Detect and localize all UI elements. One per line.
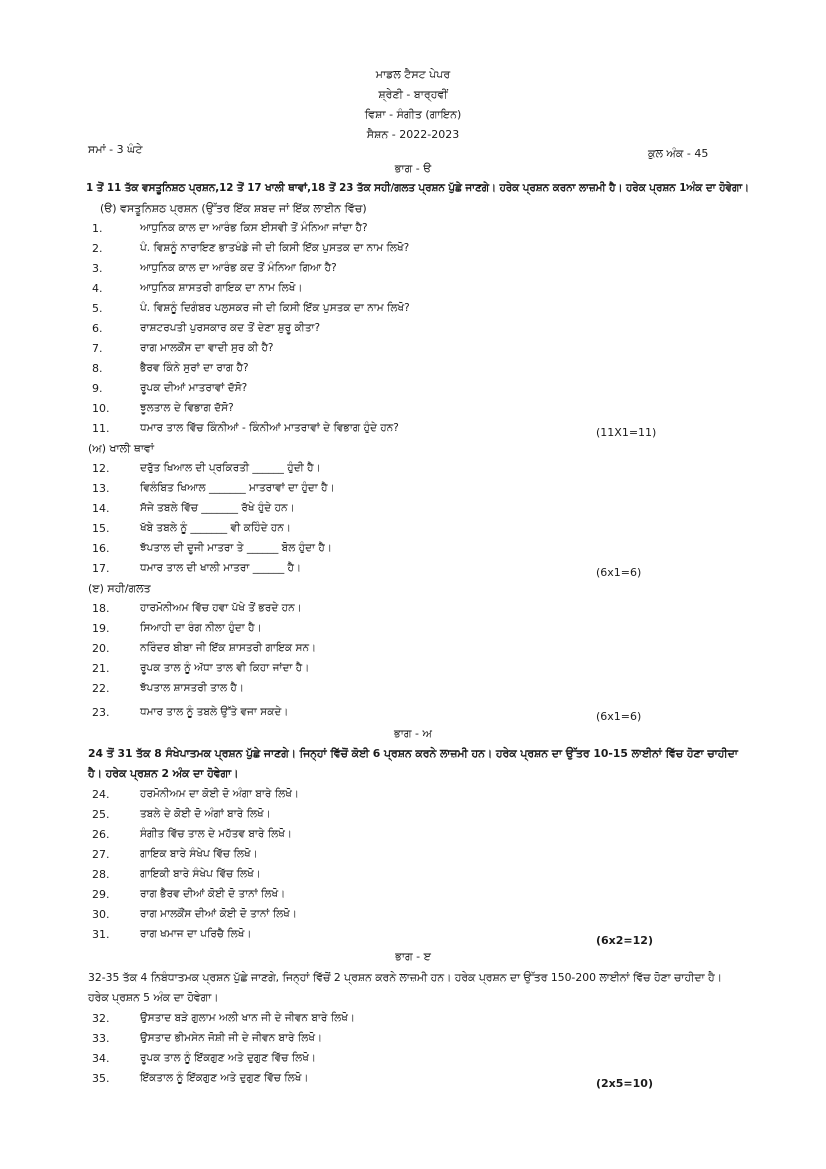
question-number: 5. [92,302,103,315]
question-number: 26. [92,828,110,841]
question-text: ਰੂਪਕ ਦੀਆਂ ਮਾਤਰਾਵਾਂ ਦੱਸੋ? [140,382,248,394]
question-number: 20. [92,642,110,655]
question-text: ਇੱਕਤਾਲ ਨੂੰ ਇੱਕਗੁਣ ਅਤੇ ਦੁਗੁਣ ਵਿੱਚ ਲਿਖੋ। [140,1072,309,1084]
question-number: 23. [92,706,110,719]
question-text: ਝੂਲਤਾਲ ਦੇ ਵਿਭਾਗ ਦੱਸੋ? [140,402,234,414]
question-number: 1. [92,222,103,235]
question-text: ਧਮਾਰ ਤਾਲ ਦੀ ਖਾਲੀ ਮਾਤਰਾ ______ ਹੈ। [140,562,302,574]
part-a-heading: ਭਾਗ - ੳ [394,162,432,175]
question-text: ਝੱਪਤਾਲ ਦੀ ਦੂਜੀ ਮਾਤਰਾ ਤੇ ______ ਬੋਲ ਹੁੰਦਾ ਹੈ। [140,542,332,554]
question-text: ਰੂਪਕ ਤਾਲ ਨੂੰ ਇੱਕਗੁਣ ਅਤੇ ਦੁਗੁਣ ਵਿੱਚ ਲਿਖੋ। [140,1052,316,1064]
question-text: ਹਾਰਮੋਨੀਅਮ ਵਿੱਚ ਹਵਾ ਪੱਖੇ ਤੋਂ ਭਰਦੇ ਹਨ। [140,602,302,614]
question-text: ਰਾਗ ਮਾਲਕੌਂਸ ਦੀਆਂ ਕੋਈ ਦੋ ਤਾਨਾਂ ਲਿਖੋ। [140,908,297,920]
question-text: ਹਰਮੋਨੀਅਮ ਦਾ ਕੋਈ ਦੋ ਅੰਗਾ ਬਾਰੇ ਲਿਖੋ। [140,788,299,800]
question-number: 13. [92,482,110,495]
question-text: ਰਾਗ ਖਮਾਜ ਦਾ ਪਰਿਚੈ ਲਿਖੋ। [140,928,252,940]
question-number: 3. [92,262,103,275]
total-marks: ਕੁਲ ਅੰਕ - 45 [648,147,709,160]
question-number: 4. [92,282,103,295]
question-text: ਰਾਸ਼ਟਰਪਤੀ ਪੁਰਸਕਾਰ ਕਦ ਤੋਂ ਦੇਣਾ ਸ਼ੁਰੂ ਕੀਤਾ? [140,322,321,334]
question-number: 8. [92,362,103,375]
section-b-label: (ਅ) ਖਾਲੀ ਥਾਵਾਂ [88,442,155,455]
question-number: 30. [92,908,110,921]
question-number: 12. [92,462,110,475]
paper-title: ਮਾਡਲ ਟੈਸਟ ਪੇਪਰ [375,68,451,81]
question-number: 9. [92,382,103,395]
question-number: 31. [92,928,110,941]
question-text: ਉਸਤਾਦ ਭੀਮਸੇਨ ਜੋਸ਼ੀ ਜੀ ਦੇ ਜੀਵਨ ਬਾਰੇ ਲਿਖੋ। [140,1032,323,1044]
section-a-marks: (11X1=11) [596,426,657,439]
question-number: 18. [92,602,110,615]
part-b-instructions: 24 ਤੋਂ 31 ਤੱਕ 8 ਸੰਖੇਪਾਤਮਕ ਪ੍ਰਸ਼ਨ ਪੁੱਛੇ ਜਾਣਗੇ। ਜਿਨ੍ਹਾਂ ਵਿੱਚੋਂ ਕੋਈ 6 ਪ੍ਰਸ਼ਨ ਕਰਨੇ ਲਾਜ਼ਮੀ ਹਨ। ਹਰੇਕ ਪ੍ਰਸ਼ਨ ਦਾ ਉੱਤਰ 10-15 ਲਾਈਨਾਂ ਵਿੱਚ ਹੋਣਾ ਚਾਹੀਦਾ ਹੈ। ਹਰੇਕ ਪ੍ਰਸ਼ਨ 2 ਅੰਕ ਦਾ ਹੋਵੇਗਾ। [88,747,738,780]
question-text: ਦਰੁੱਤ ਖਿਆਲ ਦੀ ਪ੍ਰਕਿਰਤੀ ______ ਹੁੰਦੀ ਹੈ। [140,462,321,474]
question-number: 21. [92,662,110,675]
question-text: ਸਿਆਹੀ ਦਾ ਰੰਗ ਨੀਲਾ ਹੁੰਦਾ ਹੈ। [140,622,262,634]
question-text: ਉਸਤਾਦ ਬੜੇ ਗੁਲਾਮ ਅਲੀ ਖਾਨ ਜੀ ਦੇ ਜੀਵਨ ਬਾਰੇ ਲਿਖੋ। [140,1012,355,1024]
question-text: ਤਬਲੇ ਦੇ ਕੋਈ ਦੋ ਅੰਗਾਂ ਬਾਰੇ ਲਿਖੋ। [140,808,271,820]
question-number: 35. [92,1072,110,1085]
part-b-marks: (6x2=12) [596,934,653,947]
time-allowed: ਸਮਾਂ - 3 ਘੰਟੇ [88,143,143,156]
question-number: 34. [92,1052,110,1065]
question-number: 22. [92,682,110,695]
question-number: 11. [92,422,110,435]
question-text: ਝੱਪਤਾਲ ਸ਼ਾਸਤਰੀ ਤਾਲ ਹੈ। [140,682,244,694]
part-c-heading: ਭਾਗ - ੲ [395,950,431,963]
question-number: 24. [92,788,110,801]
question-text: ਸੰਗੀਤ ਵਿੱਚ ਤਾਲ ਦੇ ਮਹੱਤਵ ਬਾਰੇ ਲਿਖੋ। [140,828,292,840]
question-text: ਸੱਜੇ ਤਬਲੇ ਵਿੱਚ _______ ਰੱਖੇ ਹੁੰਦੇ ਹਨ। [140,502,295,514]
question-number: 10. [92,402,110,415]
question-text: ਰੂਪਕ ਤਾਲ ਨੂੰ ਅੱਧਾ ਤਾਲ ਵੀ ਕਿਹਾ ਜਾਂਦਾ ਹੈ। [140,662,310,674]
question-text: ਭੈਰਵ ਕਿੰਨੇ ਸੁਰਾਂ ਦਾ ਰਾਗ ਹੈ? [140,362,249,374]
question-text: ਧਮਾਰ ਤਾਲ ਵਿੱਚ ਕਿੰਨੀਆਂ - ਕਿੰਨੀਆਂ ਮਾਤਰਾਵਾਂ ਦੇ ਵਿਭਾਗ ਹੁੰਦੇ ਹਨ? [140,422,399,434]
section-c-marks: (6x1=6) [596,710,642,723]
question-number: 27. [92,848,110,861]
class-line: ਸ਼੍ਰੇਣੀ - ਬਾਰ੍ਹਵੀਂ [378,88,448,101]
question-number: 29. [92,888,110,901]
question-text: ਆਧੁਨਿਕ ਕਾਲ ਦਾ ਆਰੰਭ ਕਿਸ ਈਸਵੀ ਤੋਂ ਮੰਨਿਆ ਜਾਂਦਾ ਹੈ? [140,222,368,234]
question-text: ਰਾਗ ਭੈਰਵ ਦੀਆਂ ਕੋਈ ਦੋ ਤਾਨਾਂ ਲਿਖੋ। [140,888,286,900]
question-text: ਖੱਬੇ ਤਬਲੇ ਨੂੰ _______ ਵੀ ਕਹਿੰਦੇ ਹਨ। [140,522,291,534]
question-number: 6. [92,322,103,335]
question-number: 15. [92,522,110,535]
part-c-marks: (2x5=10) [596,1077,653,1090]
question-number: 2. [92,242,103,255]
question-number: 16. [92,542,110,555]
question-number: 28. [92,868,110,881]
session-line: ਸੈਸ਼ਨ - 2022-2023 [366,128,460,141]
question-number: 19. [92,622,110,635]
question-number: 33. [92,1032,110,1045]
question-text: ਆਧੁਨਿਕ ਕਾਲ ਦਾ ਆਰੰਭ ਕਦ ਤੋਂ ਮੰਨਿਆ ਗਿਆ ਹੈ? [140,262,337,274]
part-c-instructions: 32-35 ਤੱਕ 4 ਨਿਬੰਧਾਤਮਕ ਪ੍ਰਸ਼ਨ ਪੁੱਛੇ ਜਾਣਗੇ, ਜਿਨ੍ਹਾਂ ਵਿੱਚੋਂ 2 ਪ੍ਰਸ਼ਨ ਕਰਨੇ ਲਾਜ਼ਮੀ ਹਨ। ਹਰੇਕ ਪ੍ਰਸ਼ਨ ਦਾ ਉੱਤਰ 150-200 ਲਾਈਨਾਂ ਵਿੱਚ ਹੋਣਾ ਚਾਹੀਦਾ ਹੈ। ਹਰੇਕ ਪ੍ਰਸ਼ਨ 5 ਅੰਕ ਦਾ ਹੋਵੇਗਾ। [88,971,722,1004]
question-text: ਗਾਇਕੀ ਬਾਰੇ ਸੰਖੇਪ ਵਿੱਚ ਲਿਖੋ। [140,868,261,880]
question-number: 14. [92,502,110,515]
question-text: ਪੰ. ਵਿਸ਼ਨੂੰ ਦਿਗੰਬਰ ਪਲੁਸਕਰ ਜੀ ਦੀ ਕਿਸੀ ਇੱਕ ਪੁਸਤਕ ਦਾ ਨਾਮ ਲਿਖੋ? [140,302,410,314]
question-text: ਰਾਗ ਮਾਲਕੌਂਸ ਦਾ ਵਾਦੀ ਸੁਰ ਕੀ ਹੈ? [140,342,274,354]
question-text: ਨਰਿੰਦਰ ਬੀਬਾ ਜੀ ਇੱਕ ਸ਼ਾਸਤਰੀ ਗਾਇਕ ਸਨ। [140,642,317,654]
part-a-instructions: 1 ਤੋਂ 11 ਤੱਕ ਵਸਤੂਨਿਸ਼ਠ ਪ੍ਰਸ਼ਨ,12 ਤੋਂ 17 ਖਾਲੀ ਥਾਵਾਂ,18 ਤੋਂ 23 ਤੱਕ ਸਹੀ/ਗਲਤ ਪ੍ਰਸ਼ਨ ਪੁੱਛੇ ਜਾਣਗੇ। ਹਰੇਕ ਪ੍ਰਸ਼ਨ ਕਰਨਾ ਲਾਜ਼ਮੀ ਹੈ। ਹਰੇਕ ਪ੍ਰਸ਼ਨ 1ਅੰਕ ਦਾ ਹੋਵੇਗਾ। [86,182,749,194]
subject-line: ਵਿਸ਼ਾ - ਸੰਗੀਤ (ਗਾਇਨ) [364,108,462,121]
question-text: ਧਮਾਰ ਤਾਲ ਨੂੰ ਤਬਲੇ ਉੱਤੇ ਵਜਾ ਸਕਦੇ। [140,706,289,718]
question-text: ਆਧੁਨਿਕ ਸ਼ਾਸਤਰੀ ਗਾਇਕ ਦਾ ਨਾਮ ਲਿਖੋ। [140,282,303,294]
part-b-heading: ਭਾਗ - ਅ [394,727,432,740]
section-c-label: (ੲ) ਸਹੀ/ਗਲਤ [88,582,151,595]
question-number: 32. [92,1012,110,1025]
question-number: 7. [92,342,103,355]
question-text: ਗਾਇਕ ਬਾਰੇ ਸੰਖੇਪ ਵਿੱਚ ਲਿਖੋ। [140,848,258,860]
question-text: ਵਿਲੰਬਿਤ ਖਿਆਲ _______ ਮਾਤਰਾਵਾਂ ਦਾ ਹੁੰਦਾ ਹੈ। [140,482,335,494]
section-b-marks: (6x1=6) [596,566,642,579]
question-number: 17. [92,562,110,575]
question-text: ਪੰ. ਵਿਸ਼ਨੂੰ ਨਾਰਾਇਣ ਭਾਤਖੰਡੇ ਜੀ ਦੀ ਕਿਸੀ ਇੱਕ ਪੁਸਤਕ ਦਾ ਨਾਮ ਲਿਖੋ? [140,242,410,254]
question-number: 25. [92,808,110,821]
section-a-label: (ੳ) ਵਸਤੂਨਿਸ਼ਠ ਪ੍ਰਸ਼ਨ (ਉੱਤਰ ਇੱਕ ਸ਼ਬਦ ਜਾਂ ਇੱਕ ਲਾਈਨ ਵਿੱਚ) [100,202,367,215]
